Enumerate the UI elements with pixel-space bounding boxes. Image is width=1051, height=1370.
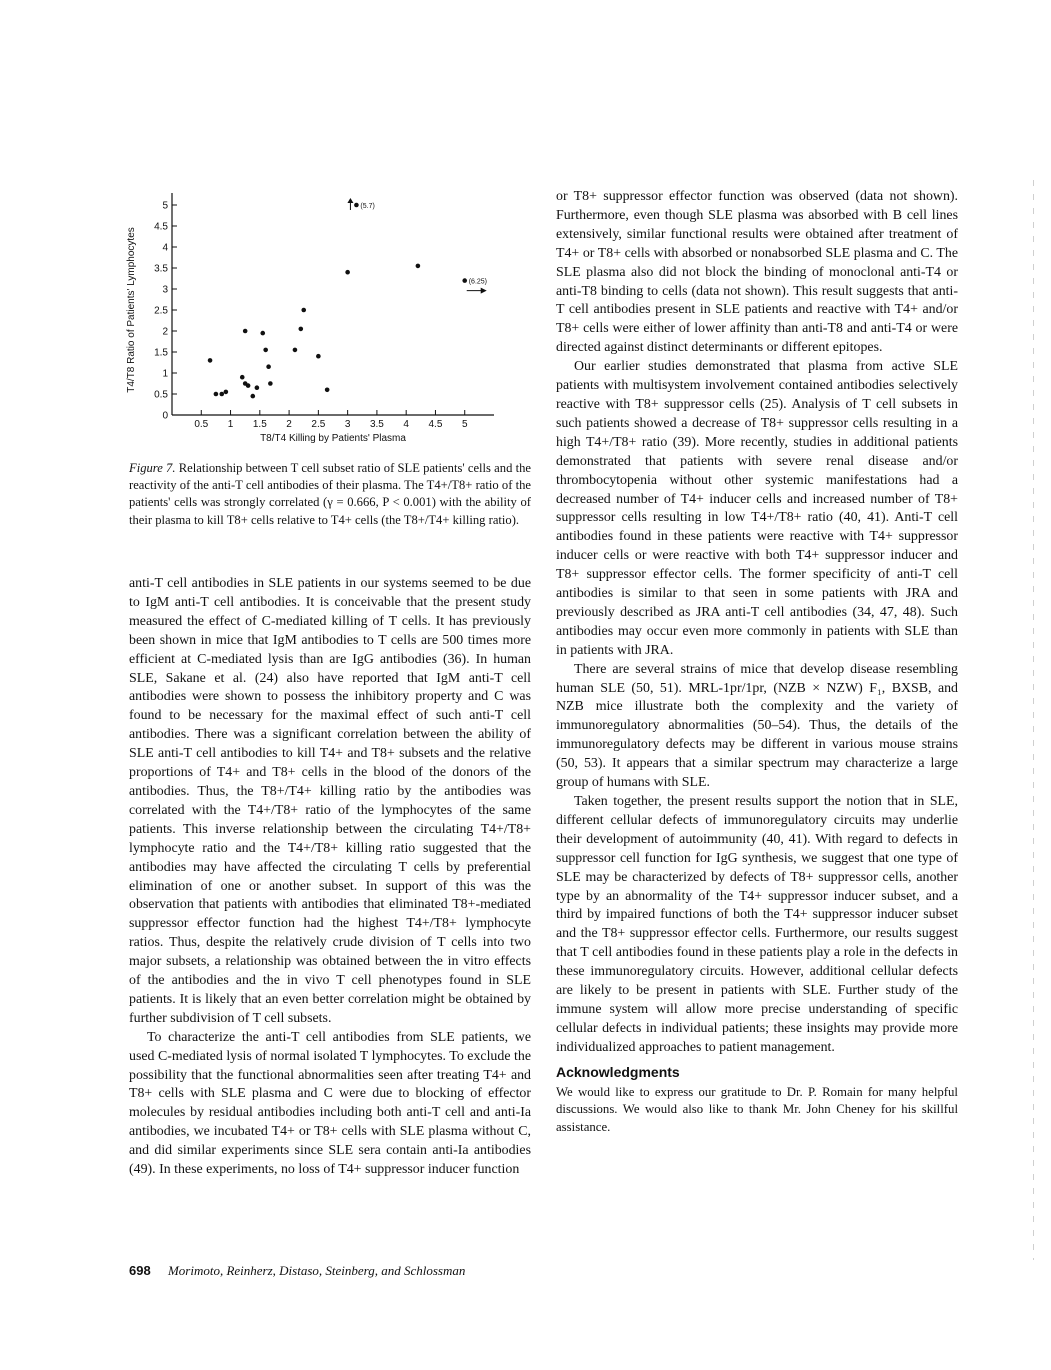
- x-tick-label: 3.5: [369, 419, 384, 430]
- off-scale-arrowhead: [347, 198, 353, 203]
- paragraph: anti-T cell antibodies in SLE patients in our systems seemed to be due to IgM anti-T cell antibodies. It is conceivable that the present study measured the effect of C-mediated killing of T cells. It has previously been shown in mice that IgM antibodies to T cells are 500 times more efficient at C-mediated lysis than are IgG antibodies (36). In human SLE, Sakane et al. (24) also have reported that IgM anti-T cell antibodies were shown to possess the inhibitory property and C was found to be necessary for the maximal effect of such anti-T cell antibodies. There was a significant correlation between the ability of SLE anti-T cell antibodies to kill T4+ and T8+ subsets and the relative proportions of T4+ and T8+ cells in the blood of the donors of the antibodies. Thus, the T8+/T4+ killing ratio by the antibodies was correlated with the T4+/T8+ ratio of the lymphocytes of the same patients. This inverse relationship between the circulating T4+/T8+ lymphocyte ratio and the T4+/T8+ killing ratio suggested that the antibodies may have affected the circulating T cells by preferential elimination of one or another subset. In support of this was the observation that patients with antibodies that eliminated T8+-mediated suppressor effector function had the highest T4+/T8+ lymphocyte ratios. Thus, despite the relatively crude division of T cells into two major subsets, a relationship was obtained between the in vitro effects of the antibodies and the in vivo T cell phenotypes found in SLE patients. It is likely that an even better correlation might be obtained by further subdivision of T cell subsets.: [129, 576, 531, 1026]
- y-tick-label: 1: [162, 368, 168, 380]
- off-scale-label: (6.25): [468, 278, 488, 286]
- page-number: 698: [129, 1263, 151, 1278]
- scatter-chart: [122, 185, 532, 455]
- data-point: [416, 264, 421, 269]
- right-column: [556, 188, 958, 1136]
- x-axis-label: T8/T4 Killing by Patients' Plasma: [260, 433, 406, 444]
- data-point: [208, 358, 213, 363]
- y-tick-label: 2.5: [154, 305, 168, 317]
- left-column: [129, 575, 531, 1180]
- x-tick-label: 3: [344, 419, 351, 430]
- y-axis-label: T4/T8 Ratio of Patients' Lymphocytes: [126, 227, 137, 393]
- y-tick-label: 3: [162, 284, 168, 296]
- data-point: [246, 383, 251, 388]
- x-tick-label: 0.5: [194, 419, 209, 430]
- data-point: [243, 329, 248, 334]
- data-point: [325, 388, 330, 393]
- data-point: [260, 331, 265, 336]
- y-tick-label: 1.5: [154, 347, 168, 359]
- y-tick-label: 4: [162, 242, 168, 254]
- paragraph: or T8+ suppressor effector function was observed (data not shown). Furthermore, even though SLE plasma was absorbed with B cell lines extensively, similar functional results were obtained after treatment of T4+ or T8+ cells with absorbed or nonabsorbed SLE plasma and C. The SLE plasma also did not block the binding of monoclonal anti-T4 or anti-T8 binding to cells (data not shown). This result suggests that anti-T cell antibodies present in SLE patients and reactive with T4+ and/or T8+ cells were either of lower affinity than anti-T8 and anti-T4 or were directed against distinct determinants or different epitopes.: [556, 189, 958, 356]
- y-tick-label: 0.5: [154, 389, 168, 401]
- y-tick-label: 4.5: [154, 221, 168, 233]
- scan-edge-line: [1033, 180, 1034, 1260]
- x-tick-label: 1.5: [252, 419, 267, 430]
- paragraph: Taken together, the present results support the notion that in SLE, different cellular defects of immunoregulatory circuits may underlie their development of autoimmunity (40, 41). With regard to defects in suppressor cell function for IgG synthesis, we suggest that one type of SLE may be characterized by defects of T8+ suppressor cells, another type by an abnormality of the T4+ suppressor inducer subset, and a third by impaired functions of both the T4+ suppressor inducer subset and the T8+ suppressor effector cells. Furthermore, our results suggest that T cell antibodies found in these patients play a role in the defects in these immunoregulatory circuits. However, additional cellular defects are likely to be present in patients with SLE. Further study of the immune system will allow more precise understanding of specific cellular defects in individual patients; these insights may provide more individualized approaches to patient management.: [556, 794, 958, 1055]
- acknowledgments-text: We would like to express our gratitude to Dr. P. Romain for many helpful discussions. We would also like to thank Mr. John Cheney for his skillful assistance.: [556, 1084, 958, 1134]
- data-point: [224, 390, 229, 395]
- off-scale-label: (5.7): [360, 203, 375, 210]
- data-point: [301, 308, 306, 313]
- data-point: [316, 354, 321, 359]
- data-point: [268, 381, 273, 386]
- off-scale-arrowhead: [481, 288, 487, 294]
- paragraph: Our earlier studies demonstrated that plasma from active SLE patients with multisystem involvement contained antibodies selectively reactive with T8+ suppressor cells (25). Analysis of T cell subsets in such patients showed a decrease of T8+ suppressor cells resulting in a high T4+/T8+ ratio (39). More recently, studies in additional patients demonstrated that patients with severe renal disease and/or thrombocytopenia without other systemic manifestations had a decreased number of T4+ inducer cells and increased number of T8+ suppressor cells resulting in low T4+/T8+ ratio (40, 41). Anti-T cell antibodies found in these patients were reactive with T4+ suppressor inducer cells or were reactive with both T4+ suppressor inducer and T8+ suppressor effector cells. The former specificity of anti-T cell antibodies is similar to that seen in some patients with JRA and previously described as JRA anti-T cell antibodies (34, 47, 48). Such antibodies may occur even more commonly in patients with SLE than in patients with JRA.: [556, 359, 958, 658]
- data-point: [255, 385, 260, 390]
- data-point: [219, 392, 224, 397]
- y-tick-label: 0: [162, 410, 168, 422]
- off-scale-point: [462, 278, 467, 283]
- figure-caption-text: Relationship between T cell subset ratio of SLE patients' cells and the reactivity of the anti-T cell antibodies of their plasma. The T4+/T8+ ratio of the patients' cells was strongly correlated (γ = 0.666, P < 0.001) with the ability of their plasma to kill T8+ cells relative to T4+ cells (the T8+/T4+ killing ratio).: [129, 461, 531, 527]
- data-point: [266, 364, 271, 369]
- page-footer: [129, 1263, 465, 1279]
- figure-caption: [129, 460, 531, 529]
- data-point: [345, 270, 350, 275]
- data-point: [240, 375, 245, 380]
- running-authors: Morimoto, Reinherz, Distaso, Steinberg, and Schlossman: [167, 1263, 466, 1278]
- x-tick-label: 2: [286, 419, 292, 430]
- data-point: [293, 348, 298, 353]
- data-point: [214, 392, 219, 397]
- y-tick-label: 2: [162, 326, 168, 338]
- data-point: [299, 327, 304, 332]
- x-tick-label: 4: [403, 419, 409, 430]
- y-tick-label: 3.5: [154, 263, 168, 275]
- data-point: [263, 348, 268, 353]
- acknowledgments-heading: Acknowledgments: [556, 1063, 680, 1080]
- figure-7: [122, 185, 532, 455]
- x-tick-label: 1: [227, 419, 234, 430]
- figure-label: Figure 7.: [129, 461, 176, 475]
- x-tick-label: 4.5: [428, 419, 443, 430]
- x-tick-label: 5: [461, 419, 468, 430]
- off-scale-point: [354, 203, 359, 208]
- x-tick-label: 2.5: [311, 419, 326, 430]
- data-point: [250, 394, 255, 399]
- paragraph: There are several strains of mice that develop disease resembling human SLE (50, 51). MRL-1pr/1pr, (NZB × NZW) F₁, BXSB, and NZB mice illustrate both the complexity and the variety of immunoregulatory abnormalities (50–54). Thus, the details of the immunoregulatory defects may be different in various mouse strains (50, 53). It appears that a similar spectrum may characterize a large group of humans with SLE.: [556, 661, 958, 791]
- paragraph: To characterize the anti-T cell antibodies from SLE patients, we used C-mediated lysis of normal isolated T lymphocytes. To exclude the possibility that the functional abnormalities seen after treating T4+ and T8+ cells with SLE plasma and C were due to blocking of effector molecules by residual antibodies including both anti-T cell and anti-Ia antibodies, we incubated T4+ or T8+ cells with SLE plasma without C, and did similar experiments since SLE sera contain anti-Ia antibodies (49). In these experiments, no loss of T4+ suppressor inducer function: [129, 1029, 531, 1178]
- y-tick-label: 5: [162, 200, 168, 212]
